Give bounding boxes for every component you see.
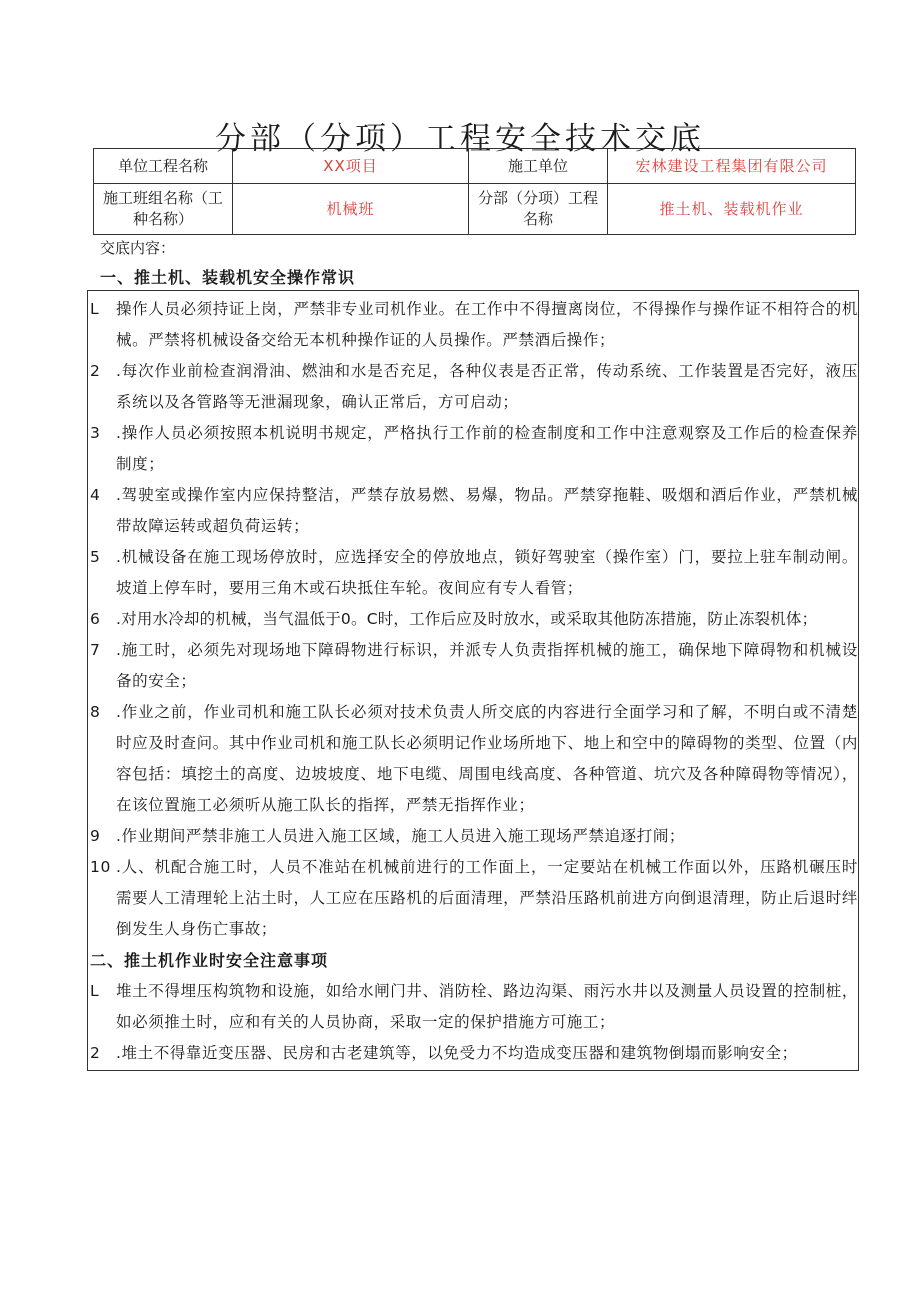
list-item (90, 976, 858, 1038)
list-item (90, 356, 858, 418)
unit-project-value: XX项目 (233, 149, 469, 184)
item-text: .驾驶室或操作室内应保持整洁，严禁存放易燃、易爆，物品。严禁穿拖鞋、吸烟和酒后作业，严禁机械带故障运转或超负荷运转； (116, 486, 858, 535)
item-text: .作业期间严禁非施工人员进入施工区域，施工人员进入施工现场严禁追逐打闹； (116, 827, 686, 845)
unit-project-label: 单位工程名称 (94, 149, 233, 184)
item-text: 堆土不得埋压构筑物和设施，如给水闸门井、消防栓、路边沟渠、雨污水井以及测量人员设置的控制桩，如必须推土时，应和有关的人员协商，采取一定的保护措施方可施工； (116, 982, 858, 1031)
subproject-label: 分部（分项）工程名称 (469, 184, 608, 235)
item-text: .机械设备在施工现场停放时，应选择安全的停放地点，锁好驾驶室（操作室）门，要拉上驻车制动闸。坡道上停车时，要用三角木或石块抵住车轮。夜间应有专人看管； (116, 548, 858, 597)
list-item (90, 418, 858, 480)
item-number: 3 (90, 424, 101, 442)
item-text: .人、机配合施工时，人员不准站在机械前进行的工作面上，一定要站在机械工作面以外，压路机碾压时需要人工清理轮上沾土时，人工应在压路机的后面清理，严禁沿压路机前进方向倒退清理，防止后退时绊倒发生人身伤亡事故； (116, 858, 858, 938)
info-table (93, 148, 856, 235)
list-item (90, 635, 858, 697)
list-item (90, 1038, 858, 1069)
item-number: 8 (90, 703, 101, 721)
page-title: 分部（分项）工程安全技术交底 (215, 120, 705, 157)
item-text: .作业之前，作业司机和施工队长必须对技术负责人所交底的内容进行全面学习和了解，不明白或不清楚时应及时查问。其中作业司机和施工队长必须明记作业场所地下、地上和空中的障碍物的类型、位置（内容包括：填挖土的高度、边坡坡度、地下电缆、周围电线高度、各种管道、坑穴及各种障碍物等情况），在该位置施工必须听从施工队长的指挥，严禁无指挥作业； (116, 703, 858, 814)
list-item (90, 604, 858, 635)
item-text: .堆土不得靠近变压器、民房和古老建筑等，以免受力不均造成变压器和建筑物倒塌而影响安全； (116, 1044, 798, 1062)
info-row (94, 184, 856, 235)
item-text: .操作人员必须按照本机说明书规定，严格执行工作前的检查制度和工作中注意观察及工作后的检查保养制度； (116, 424, 858, 473)
item-text: .每次作业前检查润滑油、燃油和水是否充足，各种仪表是否正常，传动系统、工作装置是否完好，液压系统以及各管路等无泄漏现象，确认正常后，方可启动； (116, 362, 858, 411)
item-number: 2 (90, 1044, 101, 1062)
item-number: 10 (90, 858, 111, 876)
team-label: 施工班组名称（工种名称） (94, 184, 233, 235)
list-item (90, 480, 858, 542)
item-number: 6 (90, 610, 101, 628)
item-number: 7 (90, 641, 101, 659)
team-value: 机械班 (233, 184, 469, 235)
item-text: .施工时，必须先对现场地下障碍物进行标识，并派专人负责指挥机械的施工，确保地下障碍物和机械设备的安全； (116, 641, 858, 690)
item-number: 9 (90, 827, 101, 845)
item-number: L (90, 982, 100, 1000)
item-number: 5 (90, 548, 101, 566)
content-label: 交底内容： (100, 239, 176, 257)
item-number: 2 (90, 362, 101, 380)
list-item (90, 821, 858, 852)
list-item (90, 852, 858, 945)
section2-heading: 二、推土机作业时安全注意事项 (90, 951, 329, 970)
list-item (90, 294, 858, 356)
subproject-value: 推土机、装载机作业 (608, 184, 856, 235)
item-text: .对用水冷却的机械，当气温低于0。C时，工作后应及时放水，或采取其他防冻措施，防止冻裂机体； (116, 610, 818, 628)
item-number: 4 (90, 486, 101, 504)
section1-heading: 一、推土机、装载机安全操作常识 (100, 268, 356, 287)
item-text: 操作人员必须持证上岗，严禁非专业司机作业。在工作中不得擅离岗位，不得操作与操作证不相符合的机械。严禁将机械设备交给无本机种操作证的人员操作。严禁酒后操作； (116, 300, 858, 349)
list-item (90, 542, 858, 604)
content-items (90, 294, 858, 1069)
info-row (94, 149, 856, 184)
item-number: L (90, 300, 100, 318)
list-item (90, 697, 858, 821)
contractor-value: 宏林建设工程集团有限公司 (608, 149, 856, 184)
contractor-label: 施工单位 (469, 149, 608, 184)
